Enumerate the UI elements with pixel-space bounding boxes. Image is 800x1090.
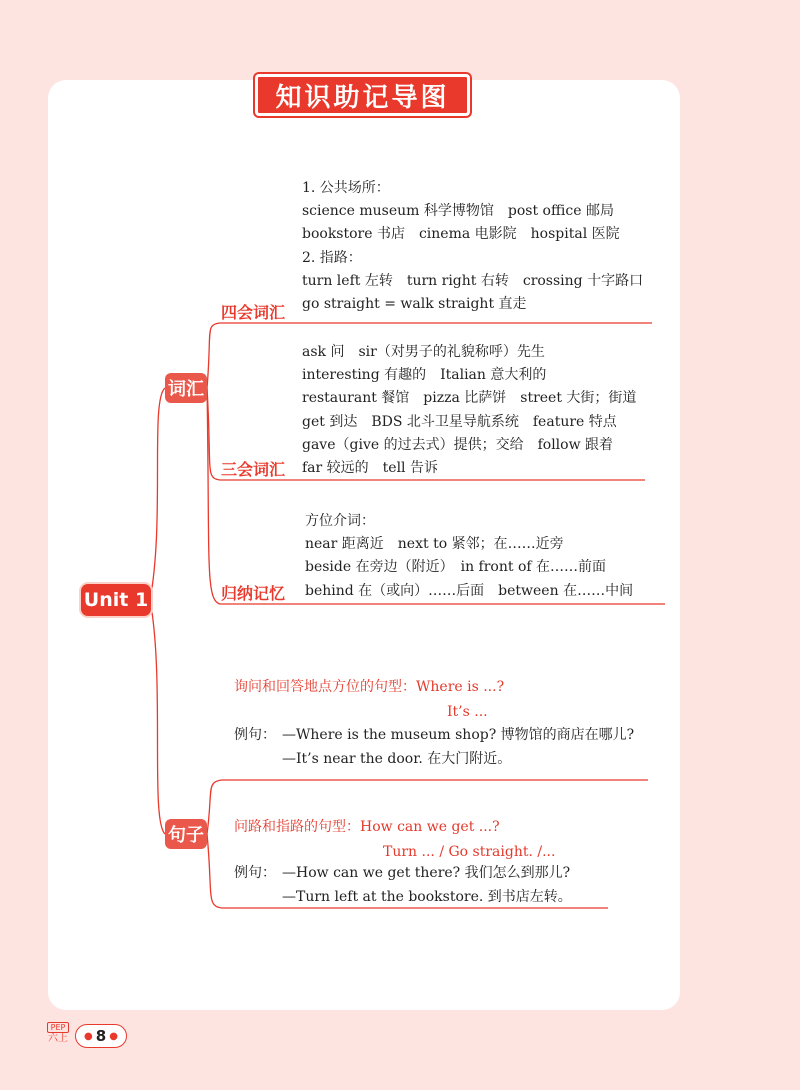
vocab-line: near 距离近 next to 紧邻；在……近旁 (305, 536, 564, 553)
edition-badge (47, 1022, 69, 1044)
dot-icon: ● (109, 1030, 118, 1042)
vocab-line: beside 在旁边（附近） in front of 在……前面 (305, 559, 607, 576)
example-sentence: —How can we get there? 我们怎么到那儿? (282, 865, 571, 881)
page-number (75, 1024, 127, 1048)
vocab-line: get 到达 BDS 北斗卫星导航系统 feature 特点 (302, 413, 617, 430)
vocab-line: 方位介词： (305, 513, 375, 529)
vocab-line: bookstore 书店 cinema 电影院 hospital 医院 (302, 226, 620, 243)
vocab-line: behind 在（或向）……后面 between 在……中间 (305, 582, 634, 599)
vocab-line: interesting 有趣的 Italian 意大利的 (302, 367, 547, 384)
edition-logo: PEP (47, 1022, 69, 1033)
summary-vocab-list (305, 510, 633, 603)
sentence-node: 句子 (165, 819, 207, 849)
example-sentence: —Where is the museum shop? 博物馆的商店在哪儿? (282, 727, 635, 743)
example-sentence: —It’s near the door. 在大门附近。 (282, 751, 512, 767)
vocab-line: turn left 左转 turn right 右转 crossing 十字路口 (302, 272, 644, 289)
dot-icon: ● (84, 1030, 93, 1042)
example-label: 例句： (234, 727, 276, 743)
sentence-pattern-directions-answer: Turn ... / Go straight. /... (383, 844, 556, 860)
page-number-value: 8 (95, 1027, 107, 1045)
three-skill-label: 三会词汇 (221, 460, 286, 479)
vocab-line: go straight = walk straight 直走 (302, 296, 527, 313)
vocab-line: far 较远的 tell 告诉 (302, 460, 438, 477)
page-title: 知识助记导图 (255, 74, 470, 116)
grade-label: 六上 (48, 1033, 68, 1044)
unit-node: Unit 1 (81, 584, 151, 616)
connector-unit-vocab (150, 388, 165, 600)
summary-label: 归纳记忆 (221, 584, 286, 603)
vocab-node: 词汇 (165, 373, 207, 403)
sentence-pattern-location: 询问和回答地点方位的句型：Where is ...? (234, 679, 505, 695)
sentence-pattern-location-answer: It’s ... (447, 704, 488, 720)
vocab-line: gave（give 的过去式）提供；交给 follow 跟着 (302, 436, 614, 453)
vocab-line: science museum 科学博物馆 post office 邮局 (302, 203, 614, 220)
three-skill-vocab-list (302, 341, 636, 480)
connector-unit-sentence (150, 600, 165, 834)
four-skill-vocab-list (302, 177, 643, 316)
vocab-line: ask 问 sir（对男子的礼貌称呼）先生 (302, 344, 545, 360)
four-skill-label: 四会词汇 (221, 303, 286, 322)
example-label: 例句： (234, 865, 276, 881)
vocab-line: restaurant 餐馆 pizza 比萨饼 street 大街；街道 (302, 390, 637, 407)
vocab-line: 1. 公共场所： (302, 180, 390, 196)
vocab-line: 2. 指路： (302, 249, 362, 266)
example-sentence: —Turn left at the bookstore. 到书店左转。 (282, 889, 572, 905)
sentence-pattern-directions: 问路和指路的句型：How can we get ...? (234, 819, 500, 835)
